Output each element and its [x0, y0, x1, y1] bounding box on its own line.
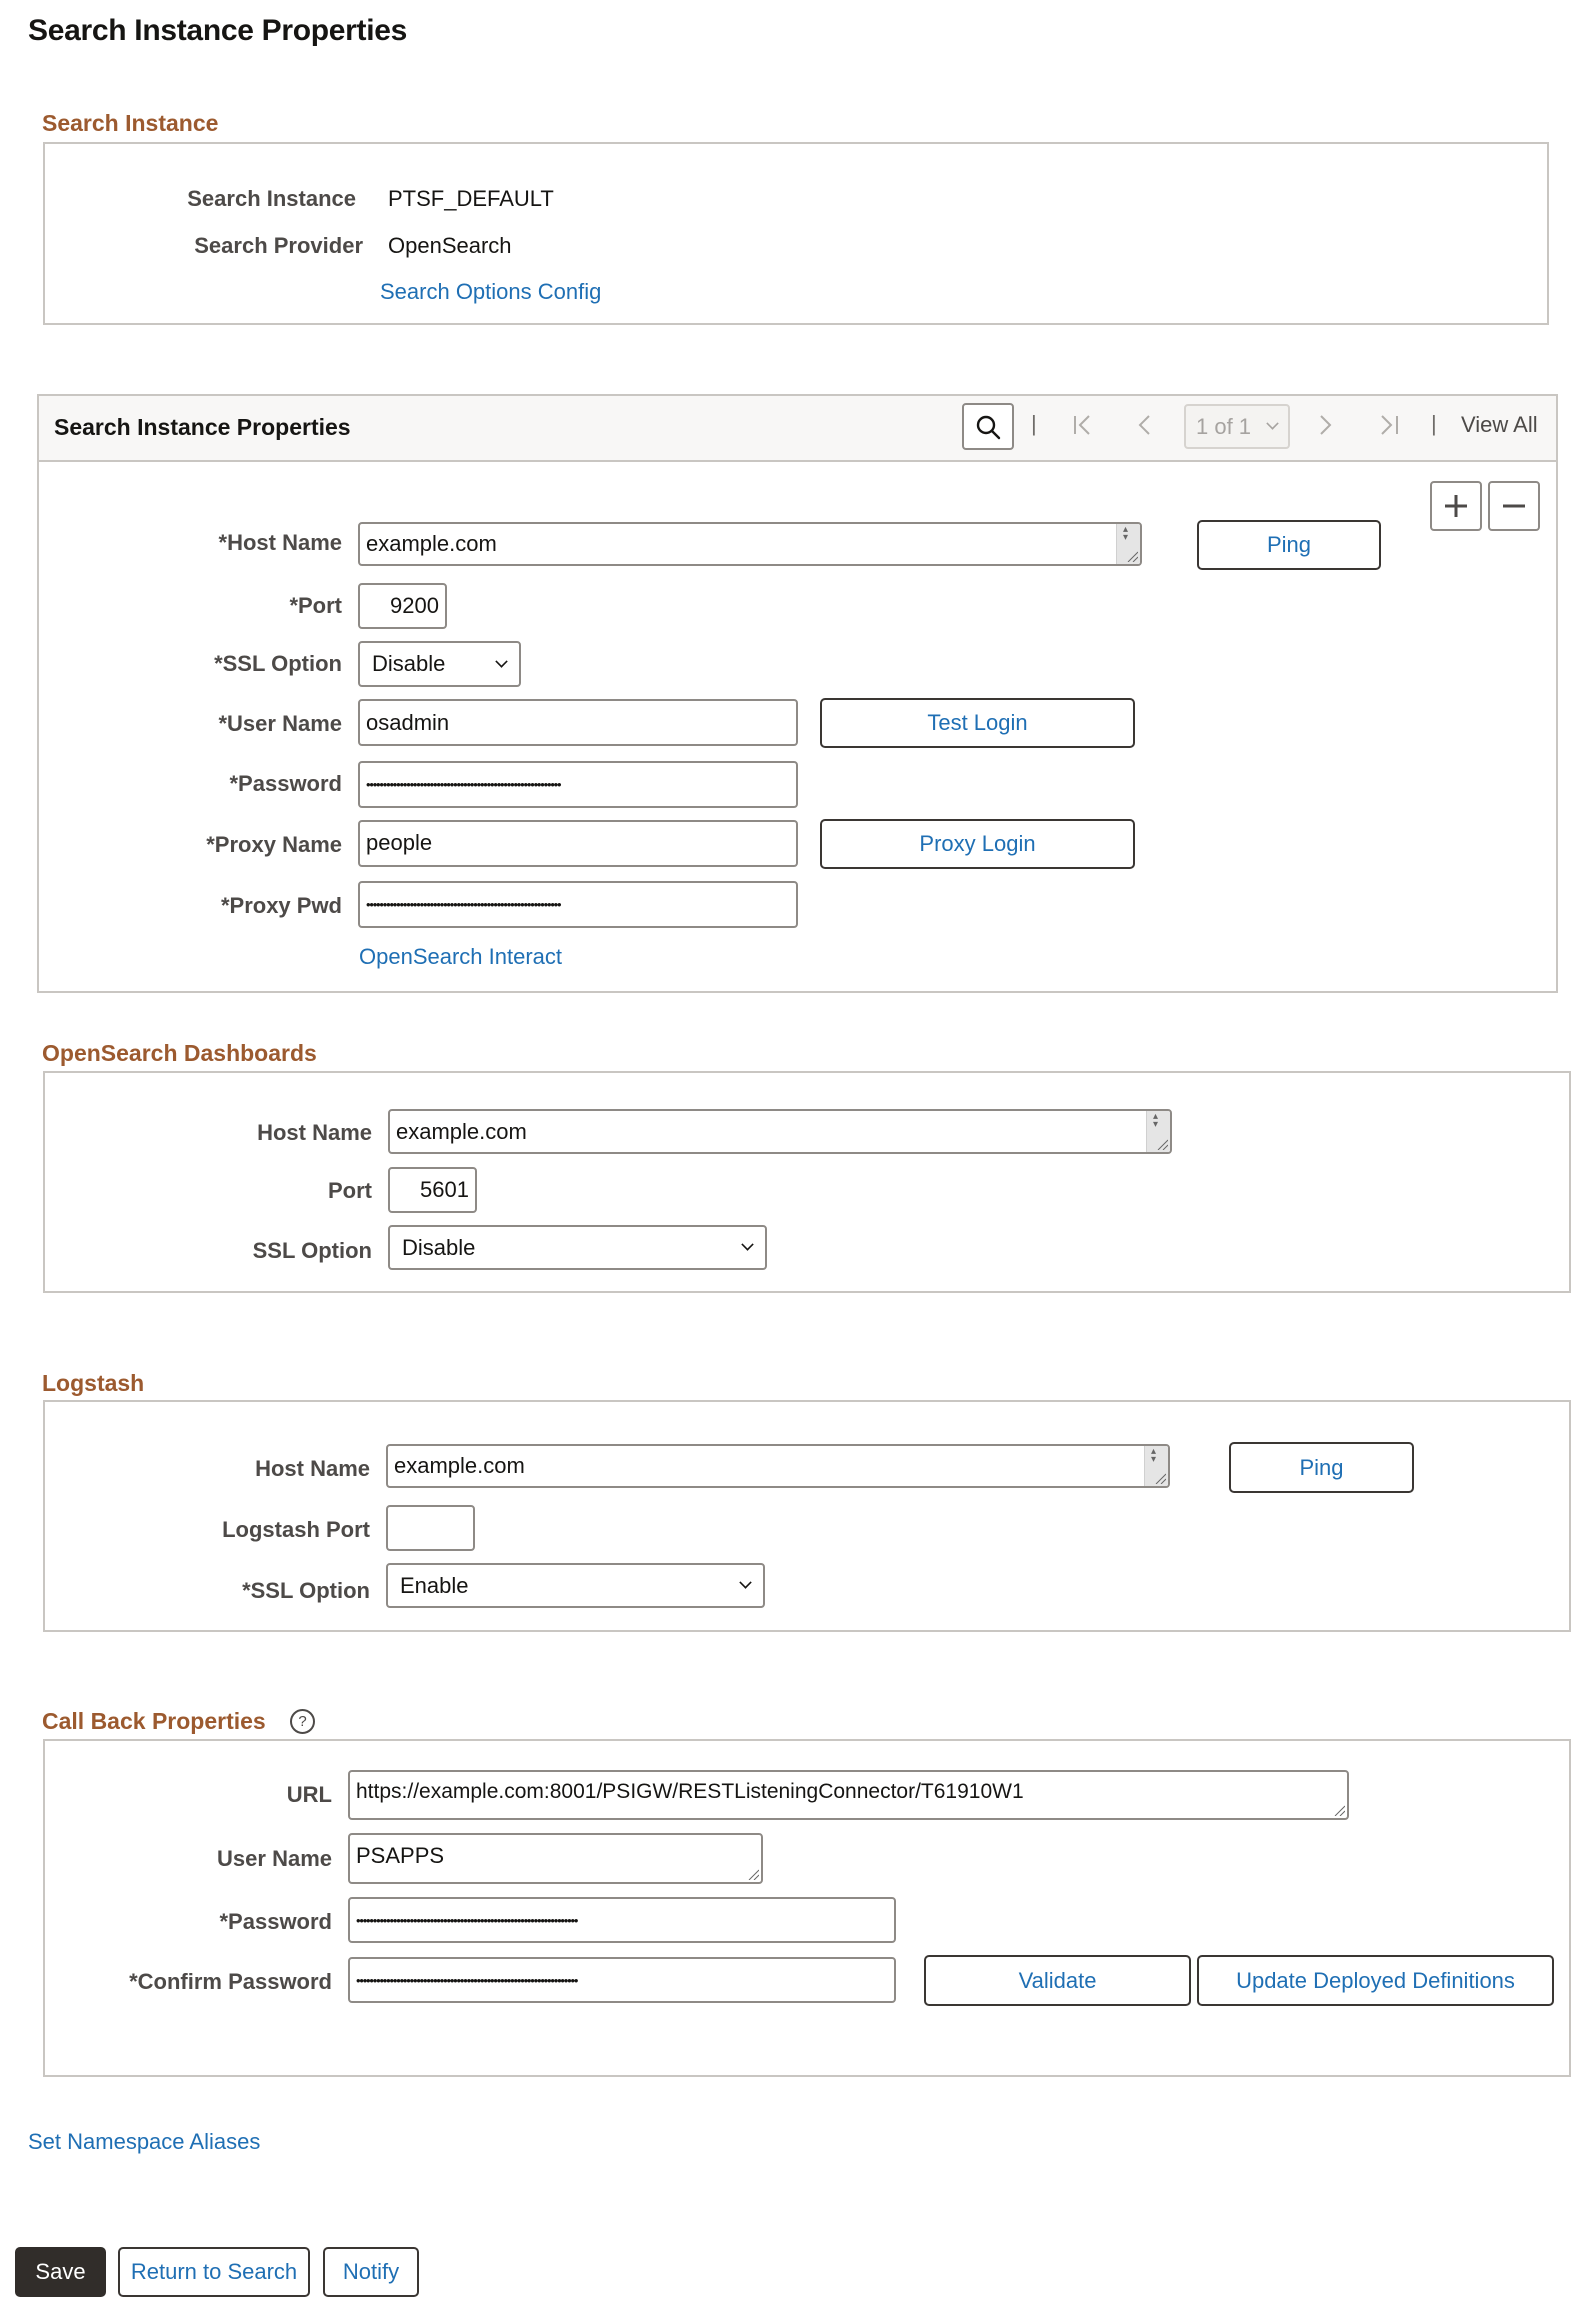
callback-password-value: ••••••••••••••••••••••••••••••••••••••••••••••••••••••••••••••••••	[356, 1912, 578, 1928]
search-icon	[975, 414, 1001, 440]
password-value: ••••••••••••••••••••••••••••••••••••••••••••••••••••••••••	[366, 777, 561, 792]
callback-url-label: URL	[286, 1782, 332, 1807]
host-name-label: *Host Name	[218, 530, 342, 555]
callback-heading: Call Back Properties	[42, 1708, 266, 1734]
return-to-search-button[interactable]: Return to Search	[118, 2247, 310, 2297]
first-page-button[interactable]	[1072, 412, 1094, 443]
logstash-host-name-value: example.com	[394, 1453, 525, 1478]
textarea-scroll[interactable]: ▴ ▾	[1116, 524, 1140, 564]
search-options-config-link[interactable]: Search Options Config	[380, 279, 602, 304]
ssl-option-value: Disable	[372, 651, 446, 676]
dashboards-ssl-option-select[interactable]	[388, 1225, 767, 1270]
callback-confirm-password-input[interactable]	[348, 1957, 896, 2003]
add-row-button[interactable]	[1430, 481, 1482, 531]
next-button[interactable]	[1318, 412, 1334, 443]
dashboards-host-name-input[interactable]	[388, 1109, 1172, 1154]
page-select-value: 1 of 1	[1196, 413, 1252, 439]
dashboards-port-label: Port	[328, 1178, 372, 1203]
search-instance-heading: Search Instance	[42, 110, 219, 136]
logstash-host-name-label: Host Name	[255, 1456, 370, 1481]
separator: |	[1431, 411, 1437, 436]
opensearch-interact-link[interactable]: OpenSearch Interact	[359, 944, 563, 969]
previous-icon	[1136, 412, 1152, 438]
logstash-ssl-option-select[interactable]	[386, 1563, 765, 1608]
plus-icon	[1443, 493, 1469, 519]
grid-title: Search Instance Properties	[54, 414, 351, 440]
delete-row-button[interactable]	[1488, 481, 1540, 531]
ssl-option-select[interactable]	[358, 641, 521, 687]
resize-grip-icon[interactable]	[1156, 1138, 1168, 1150]
logstash-ping-button[interactable]: Ping	[1229, 1442, 1414, 1493]
validate-button[interactable]: Validate	[924, 1955, 1191, 2006]
dashboards-port-input[interactable]: 5601	[388, 1167, 477, 1213]
callback-password-label: *Password	[219, 1909, 332, 1934]
logstash-ssl-option-label: *SSL Option	[242, 1578, 370, 1603]
textarea-scroll[interactable]: ▴ ▾	[1146, 1111, 1170, 1152]
dashboards-host-name-value: example.com	[396, 1118, 527, 1144]
callback-url-input[interactable]	[348, 1770, 1349, 1820]
callback-user-name-label: User Name	[217, 1846, 332, 1871]
search-instance-label: Search Instance	[187, 186, 356, 211]
notify-button[interactable]: Notify	[323, 2247, 419, 2297]
minus-icon	[1501, 493, 1527, 519]
proxy-name-label: *Proxy Name	[206, 832, 342, 857]
logstash-port-label: Logstash Port	[222, 1517, 370, 1542]
port-label: *Port	[289, 593, 342, 618]
search-instance-value: PTSF_DEFAULT	[388, 186, 554, 211]
ping-button[interactable]: Ping	[1197, 520, 1381, 570]
update-deployed-definitions-button[interactable]: Update Deployed Definitions	[1197, 1955, 1554, 2006]
dashboards-heading: OpenSearch Dashboards	[42, 1040, 317, 1066]
chevron-down-icon	[739, 1576, 751, 1588]
callback-password-input[interactable]	[348, 1897, 896, 1943]
chevron-down-icon	[741, 1238, 753, 1250]
view-all-link[interactable]: View All	[1461, 412, 1538, 437]
user-name-input[interactable]: osadmin	[358, 699, 798, 746]
password-input[interactable]	[358, 761, 798, 808]
set-namespace-aliases-link[interactable]: Set Namespace Aliases	[28, 2129, 261, 2154]
search-provider-label: Search Provider	[194, 233, 363, 258]
dashboards-ssl-option-label: SSL Option	[252, 1238, 372, 1263]
callback-user-name-value: PSAPPS	[356, 1843, 445, 1868]
logstash-port-input[interactable]	[386, 1505, 475, 1551]
callback-url-value: https://example.com:8001/PSIGW/RESTListeningConnector/T61910W1	[356, 1780, 1024, 1803]
last-page-button[interactable]	[1378, 412, 1400, 443]
resize-grip-icon[interactable]	[747, 1868, 759, 1880]
logstash-ssl-option-value: Enable	[400, 1572, 469, 1598]
resize-grip-icon[interactable]	[1126, 550, 1138, 562]
last-page-icon	[1378, 412, 1400, 438]
port-input[interactable]: 9200	[358, 583, 447, 629]
page-title: Search Instance Properties	[28, 14, 408, 47]
first-page-icon	[1072, 412, 1094, 438]
user-name-label: *User Name	[218, 711, 342, 736]
separator: |	[1031, 411, 1037, 436]
proxy-name-input[interactable]: people	[358, 820, 798, 867]
proxy-pwd-label: *Proxy Pwd	[220, 893, 342, 918]
next-icon	[1318, 412, 1334, 438]
grid-search-button[interactable]	[962, 403, 1014, 450]
resize-grip-icon[interactable]	[1154, 1472, 1166, 1484]
password-label: *Password	[229, 771, 342, 796]
callback-user-name-input[interactable]	[348, 1833, 763, 1884]
test-login-button[interactable]: Test Login	[820, 698, 1135, 748]
dashboards-host-name-label: Host Name	[257, 1120, 372, 1145]
resize-grip-icon[interactable]	[1333, 1804, 1345, 1816]
logstash-host-name-input[interactable]	[386, 1444, 1170, 1488]
chevron-down-icon	[1266, 417, 1278, 429]
dashboards-ssl-option-value: Disable	[402, 1234, 476, 1260]
proxy-pwd-value: ••••••••••••••••••••••••••••••••••••••••••••••••••••••••••	[366, 897, 561, 912]
page-select[interactable]	[1184, 404, 1290, 449]
help-icon[interactable]: ?	[290, 1709, 315, 1734]
textarea-scroll[interactable]: ▴ ▾	[1144, 1446, 1168, 1486]
callback-confirm-password-label: *Confirm Password	[129, 1969, 332, 1994]
ssl-option-label: *SSL Option	[214, 651, 342, 676]
logstash-heading: Logstash	[42, 1370, 145, 1396]
host-name-input[interactable]	[358, 522, 1142, 566]
chevron-down-icon	[495, 655, 507, 667]
proxy-pwd-input[interactable]	[358, 881, 798, 928]
search-provider-value: OpenSearch	[388, 233, 512, 258]
host-name-value: example.com	[366, 531, 497, 556]
proxy-login-button[interactable]: Proxy Login	[820, 819, 1135, 869]
callback-confirm-password-value: ••••••••••••••••••••••••••••••••••••••••••••••••••••••••••••••••••	[356, 1972, 578, 1988]
previous-button[interactable]	[1136, 412, 1152, 443]
save-button[interactable]: Save	[15, 2247, 106, 2297]
